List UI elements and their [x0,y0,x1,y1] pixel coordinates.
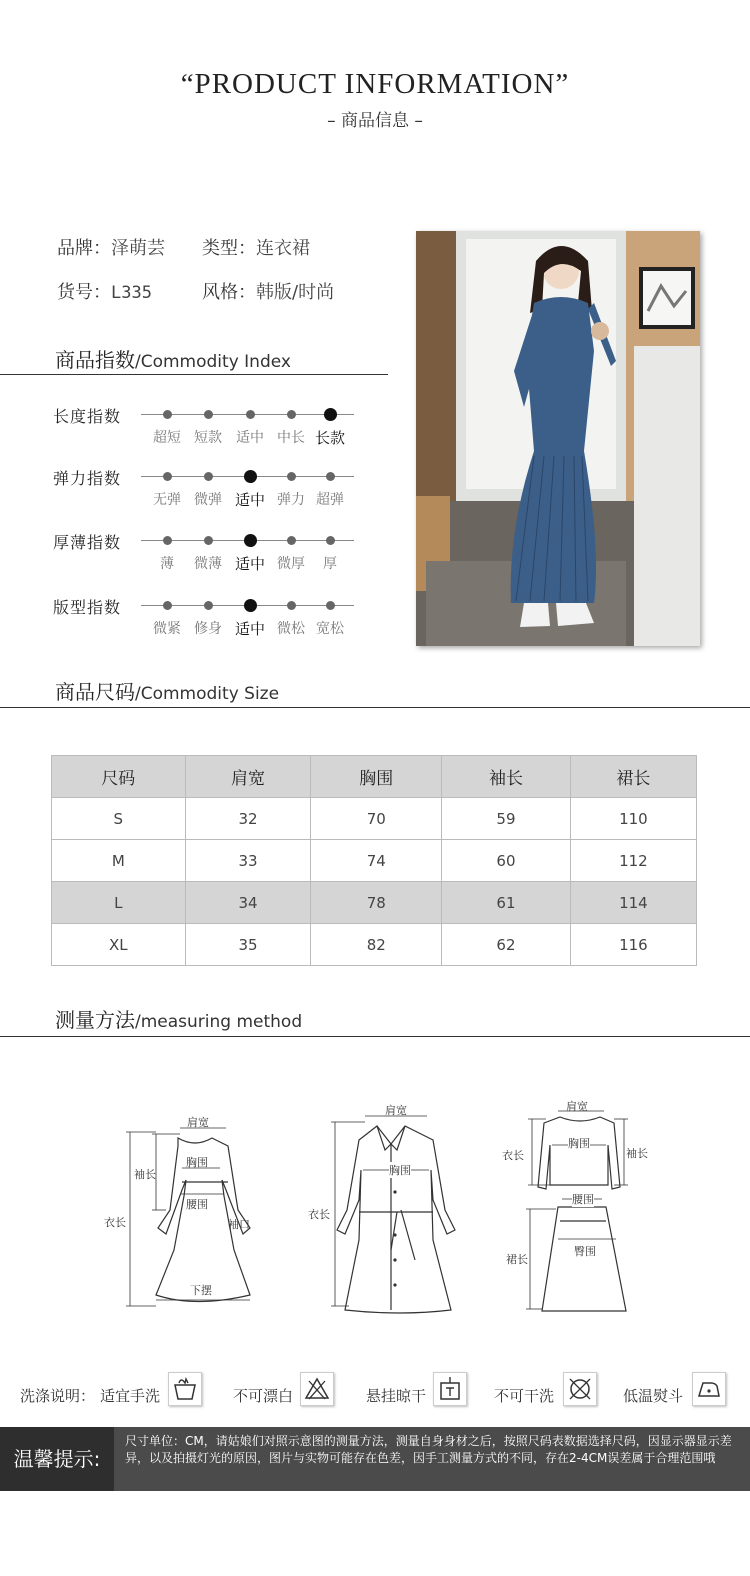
index-dot [163,536,172,545]
table-header-row [52,756,697,798]
wash-item-label: 适宜手洗 [100,1387,161,1405]
index-option-label: 适中 [234,491,265,509]
index-dot [204,601,213,610]
commodity-index-heading: 商品指数/Commodity Index [55,348,291,372]
divider [0,374,388,375]
waist-label: 腰围 [186,1198,208,1211]
table-cell: 60 [442,840,571,882]
index-option-label: 超短 [153,430,181,446]
index-row-label: 厚薄指数 [53,533,122,552]
index-dot [246,410,255,419]
length-label: 衣长 [104,1216,126,1229]
index-option-label: 微弹 [194,492,222,508]
cuff-label: 袖口 [228,1218,250,1231]
table-cell: 112 [570,840,696,882]
measuring-method-heading: 测量方法/measuring method [55,1008,303,1032]
index-dot [326,601,335,610]
index-dot [204,410,213,419]
shoulder-label: 肩宽 [566,1100,588,1113]
index-dot [163,472,172,481]
sleeve-label: 袖长 [626,1147,648,1160]
index-dot [204,472,213,481]
length-label: 衣长 [308,1208,330,1221]
index-option-label: 超弹 [316,492,344,508]
index-option-label: 短款 [194,430,222,446]
index-option-label: 厚 [323,556,337,572]
skirt-length-label: 裙长 [506,1253,528,1266]
divider [0,707,750,708]
washing-instructions-title: 洗涤说明： [20,1387,96,1405]
table-cell: 59 [442,798,571,840]
type-field: 类型：连衣裙 [202,238,310,259]
table-cell: 35 [185,924,311,966]
wash-item-label: 低温熨斗 [623,1387,684,1405]
column-header: 袖长 [442,756,571,798]
tip-label: 温馨提示: [0,1427,114,1491]
index-dot [326,536,335,545]
index-dot-selected [244,599,257,612]
shoulder-label: 肩宽 [385,1104,407,1117]
index-option-label: 弹力 [277,492,305,508]
table-cell: 74 [311,840,442,882]
table-cell: S [52,798,186,840]
product-photo [416,231,700,646]
index-option-label: 修身 [194,621,222,637]
coat-dress-measure-diagram [305,1100,465,1320]
waist-label: 腰围 [572,1193,594,1206]
index-dot [287,472,296,481]
index-dot [204,536,213,545]
index-dot [326,472,335,481]
index-dot [287,536,296,545]
index-row-label: 弹力指数 [53,469,122,488]
index-option-label: 微厚 [277,556,305,572]
divider [0,1036,750,1037]
index-row-label: 版型指数 [53,598,122,617]
chest-label: 胸围 [186,1156,208,1169]
table-cell: 70 [311,798,442,840]
brand-field: 品牌：泽萌芸 [57,238,165,259]
hem-label: 下摆 [190,1284,212,1297]
table-cell: 116 [570,924,696,966]
index-dot-selected [244,534,257,547]
index-dot [287,410,296,419]
dress-measure-diagram [100,1110,260,1320]
index-option-label: 适中 [236,430,264,446]
table-cell: 32 [185,798,311,840]
table-cell: L [52,882,186,924]
table-cell: 61 [442,882,571,924]
length-label: 衣长 [502,1149,524,1162]
chest-label: 胸围 [568,1137,590,1150]
table-cell: 33 [185,840,311,882]
hand-wash-icon [168,1372,202,1406]
size-table [51,755,697,966]
index-dot [287,601,296,610]
index-option-label: 适中 [234,620,265,638]
tip-text: 尺寸单位：CM，请姑娘们对照示意图的测量方法，测量自身身材之后，按照尺码表数据选择尺码，因显示器显示差异，以及拍摄灯光的原因，图片与实物可能存在色差，因手工测量方式的不同，存在2-4CM误差属于合理范围哦 [125,1434,732,1465]
table-cell: 62 [442,924,571,966]
index-row-label: 长度指数 [53,407,122,426]
index-option-label: 薄 [160,556,174,572]
hang-dry-icon [433,1372,467,1406]
page-title-en: “PRODUCT INFORMATION” [180,68,570,100]
index-option-label: 中长 [277,430,305,446]
table-cell: 78 [311,882,442,924]
column-header: 肩宽 [185,756,311,798]
index-option-label: 长款 [314,429,345,447]
shoulder-label: 肩宽 [187,1116,209,1129]
column-header: 裙长 [570,756,696,798]
two-piece-measure-diagram [500,1095,660,1320]
index-option-label: 微紧 [153,621,181,637]
chest-label: 胸围 [389,1164,411,1177]
index-option-label: 微薄 [194,556,222,572]
no-bleach-icon [300,1372,334,1406]
wash-item-label: 悬挂晾干 [366,1387,427,1405]
commodity-size-heading: 商品尺码/Commodity Size [55,680,280,704]
table-row [52,798,697,840]
index-dot [163,601,172,610]
page-title-cn: – 商品信息 – [327,111,423,131]
table-cell: 34 [185,882,311,924]
index-dot [163,410,172,419]
index-option-label: 无弹 [153,492,181,508]
sku-field: 货号：L335 [57,282,152,303]
index-dot-selected [244,470,257,483]
table-cell: 110 [570,798,696,840]
wash-item-label: 不可干洗 [494,1387,555,1405]
index-option-label: 适中 [234,555,265,573]
table-cell: 114 [570,882,696,924]
low-iron-icon [692,1372,726,1406]
table-row [52,882,697,924]
no-dry-clean-icon [563,1372,597,1406]
sleeve-label: 袖长 [134,1168,156,1181]
style-field: 风格：韩版/时尚 [202,282,335,303]
index-dot-selected [324,408,337,421]
table-cell: M [52,840,186,882]
wash-item-label: 不可漂白 [233,1387,294,1405]
table-row [52,840,697,882]
table-cell: XL [52,924,186,966]
hip-label: 臀围 [574,1245,596,1258]
table-row [52,924,697,966]
column-header: 尺码 [52,756,186,798]
column-header: 胸围 [311,756,442,798]
index-option-label: 宽松 [316,621,344,637]
index-option-label: 微松 [277,621,305,637]
table-cell: 82 [311,924,442,966]
